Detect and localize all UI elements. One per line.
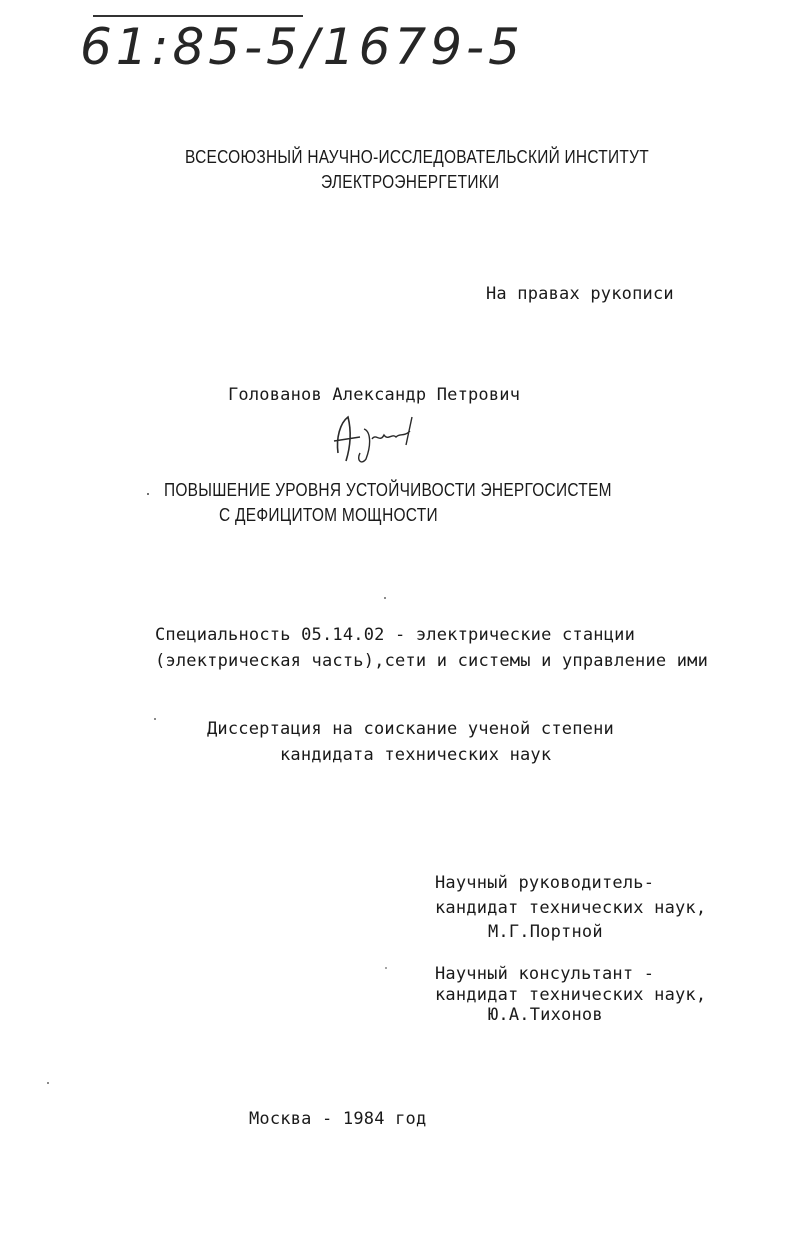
specialty-line1: Специальность 05.14.02 - электрические станции	[155, 625, 636, 645]
scan-speck	[385, 967, 387, 969]
scan-speck	[384, 597, 386, 599]
author-name: Голованов Александр Петрович	[228, 385, 521, 405]
archive-code: 61:85-5/1679-5	[80, 18, 524, 76]
dissertation-title-line2: С ДЕФИЦИТОМ МОЩНОСТИ	[219, 505, 438, 525]
place-year: Москва - 1984 год	[249, 1109, 427, 1129]
institute-name-line1: ВСЕСОЮЗНЫЙ НАУЧНО-ИССЛЕДОВАТЕЛЬСКИЙ ИНСТИТУТ	[185, 147, 649, 167]
consultant-degree: кандидат технических наук,	[435, 985, 707, 1005]
archive-overline	[93, 15, 303, 17]
institute-name-line2: ЭЛЕКТРОЭНЕРГЕТИКИ	[321, 172, 500, 192]
specialty-line2: (электрическая часть),сети и системы и управление ими	[155, 651, 709, 671]
consultant-name: Ю.А.Тихонов	[488, 1005, 603, 1025]
supervisor-degree: кандидат технических наук,	[435, 898, 707, 918]
scan-speck	[147, 493, 149, 495]
scan-speck	[47, 1082, 49, 1084]
degree-line1: Диссертация на соискание ученой степени	[207, 719, 614, 739]
degree-line2: кандидата технических наук	[280, 745, 552, 765]
consultant-role: Научный консультант -	[435, 964, 655, 984]
rights-note: На правах рукописи	[486, 284, 674, 304]
dissertation-title-line1: ПОВЫШЕНИЕ УРОВНЯ УСТОЙЧИВОСТИ ЭНЕРГОСИСТЕМ	[164, 480, 612, 500]
author-signature	[326, 403, 436, 469]
supervisor-role: Научный руководитель-	[435, 873, 655, 893]
scan-speck	[154, 718, 156, 720]
supervisor-name: М.Г.Портной	[488, 922, 603, 942]
